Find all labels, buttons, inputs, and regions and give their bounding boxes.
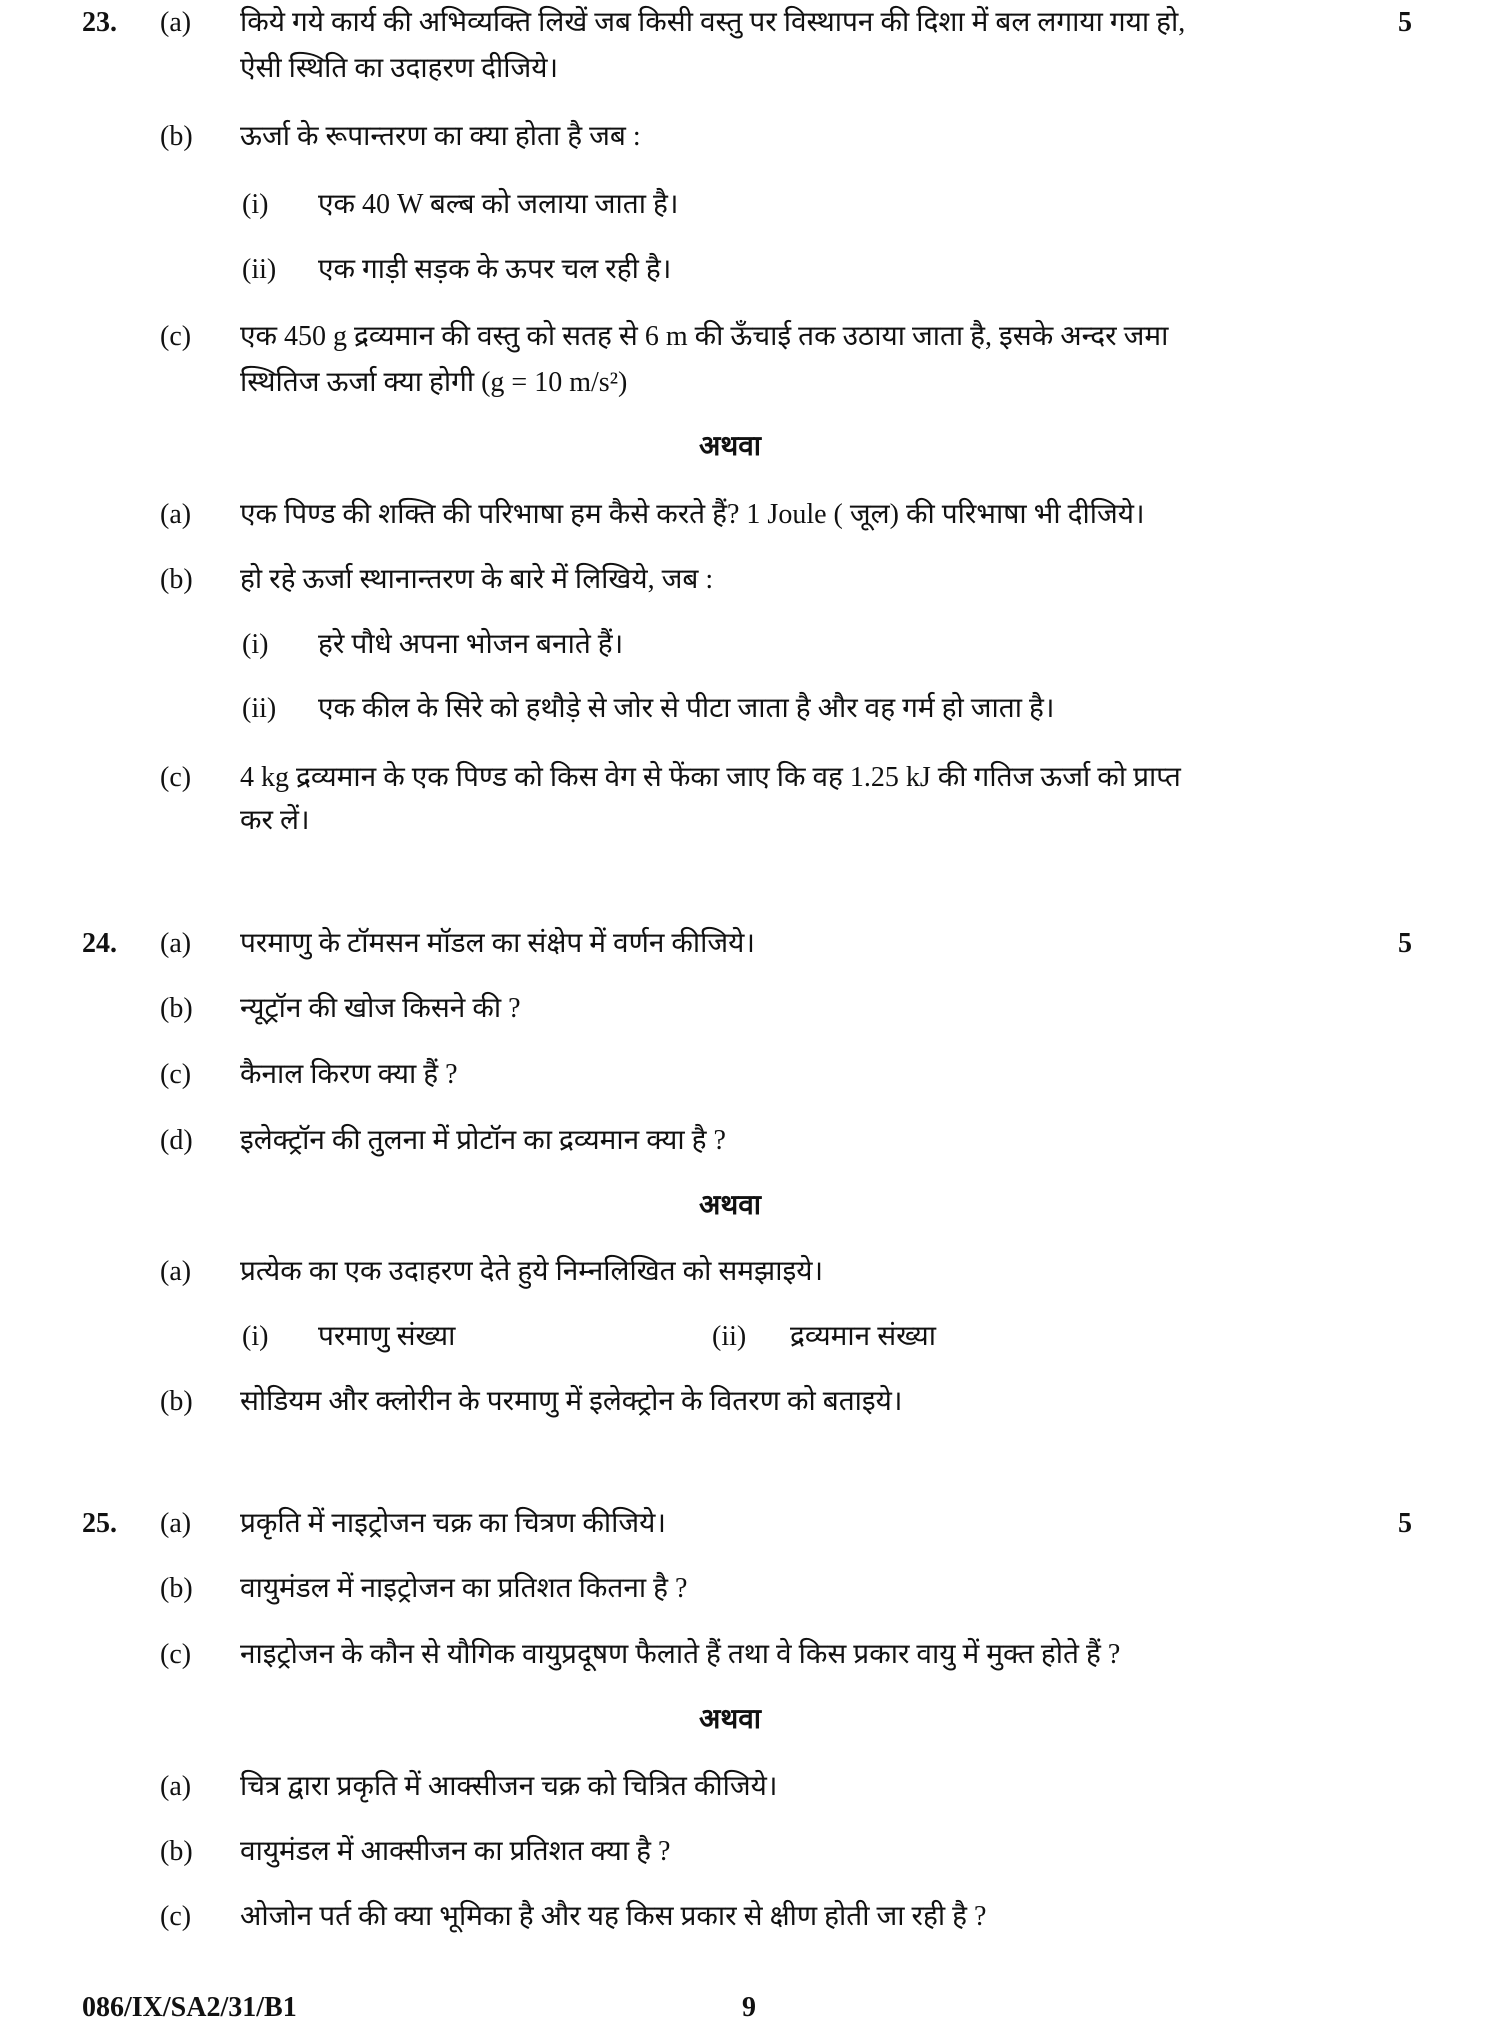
subpart-label: (ii) — [712, 1321, 747, 1352]
part-text: हो रहे ऊर्जा स्थानान्तरण के बारे में लिखिये, जब : — [240, 564, 714, 595]
part-label: (a) — [160, 1508, 192, 1539]
or-heading: अथवा — [698, 431, 762, 462]
part-text: न्यूट्रॉन की खोज किसने की ? — [240, 993, 521, 1024]
part-label: (a) — [160, 1256, 192, 1287]
question-marks: 5 — [1398, 7, 1412, 38]
part-text: एक 450 g द्रव्यमान की वस्तु को सतह से 6 m की ऊँचाई तक उठाया जाता है, इसके अन्दर जमा — [240, 321, 1169, 352]
part-label: (c) — [160, 321, 192, 352]
subpart-text: परमाणु संख्या — [318, 1321, 456, 1352]
part-text: प्रकृति में नाइट्रोजन चक्र का चित्रण कीजिये। — [240, 1508, 667, 1539]
or-heading: अथवा — [698, 1190, 762, 1221]
part-text: वायुमंडल में नाइट्रोजन का प्रतिशत कितना है ? — [240, 1573, 688, 1604]
part-text: एक पिण्ड की शक्ति की परिभाषा हम कैसे करते हैं? 1 Joule ( जूल) की परिभाषा भी दीजिये। — [240, 499, 1145, 530]
part-label: (c) — [160, 762, 192, 793]
part-text: इलेक्ट्रॉन की तुलना में प्रोटॉन का द्रव्यमान क्या है ? — [240, 1125, 726, 1156]
part-label: (a) — [160, 7, 192, 38]
subpart-text: द्रव्यमान संख्या — [790, 1321, 937, 1352]
part-label: (b) — [160, 1386, 193, 1417]
part-label: (a) — [160, 499, 192, 530]
question-number: 23. — [82, 7, 117, 38]
subpart-text: एक कील के सिरे को हथौड़े से जोर से पीटा जाता है और वह गर्म हो जाता है। — [318, 693, 1055, 724]
paper-code: 086/IX/SA2/31/B1 — [82, 1992, 297, 2023]
part-text: किये गये कार्य की अभिव्यक्ति लिखें जब किसी वस्तु पर विस्थापन की दिशा में बल लगाया गया हो, — [240, 7, 1186, 38]
part-label: (a) — [160, 1771, 192, 1802]
subpart-label: (i) — [242, 1321, 269, 1352]
part-label: (c) — [160, 1639, 192, 1670]
subpart-label: (i) — [242, 629, 269, 660]
subpart-text: हरे पौधे अपना भोजन बनाते हैं। — [318, 629, 624, 660]
subpart-text: एक गाड़ी सड़क के ऊपर चल रही है। — [318, 254, 672, 285]
part-text: चित्र द्वारा प्रकृति में आक्सीजन चक्र को चित्रित कीजिये। — [240, 1771, 778, 1802]
part-label: (d) — [160, 1125, 193, 1156]
part-label: (b) — [160, 1836, 193, 1867]
part-label: (a) — [160, 928, 192, 959]
part-label: (b) — [160, 1573, 193, 1604]
question-marks: 5 — [1398, 928, 1412, 959]
part-text: कैनाल किरण क्या हैं ? — [240, 1059, 458, 1090]
part-text: कर लें। — [240, 805, 310, 836]
page-number: 9 — [742, 1992, 756, 2023]
part-text: परमाणु के टॉमसन मॉडल का संक्षेप में वर्णन कीजिये। — [240, 928, 756, 959]
part-text: वायुमंडल में आक्सीजन का प्रतिशत क्या है ? — [240, 1836, 671, 1867]
question-number: 25. — [82, 1508, 117, 1539]
part-text: स्थितिज ऊर्जा क्या होगी (g = 10 m/s²) — [240, 367, 628, 398]
part-text: नाइट्रोजन के कौन से यौगिक वायुप्रदूषण फैलाते हैं तथा वे किस प्रकार वायु में मुक्त होते हैं ? — [240, 1639, 1121, 1670]
subpart-label: (ii) — [242, 693, 277, 724]
part-text: 4 kg द्रव्यमान के एक पिण्ड को किस वेग से फेंका जाए कि वह 1.25 kJ की गतिज ऊर्जा को प्राप्त — [240, 762, 1181, 793]
part-label: (c) — [160, 1901, 192, 1932]
question-number: 24. — [82, 928, 117, 959]
question-marks: 5 — [1398, 1508, 1412, 1539]
part-label: (b) — [160, 121, 193, 152]
subpart-label: (ii) — [242, 254, 277, 285]
part-text: ऊर्जा के रूपान्तरण का क्या होता है जब : — [240, 121, 641, 152]
subpart-text: एक 40 W बल्ब को जलाया जाता है। — [318, 189, 679, 220]
part-text: सोडियम और क्लोरीन के परमाणु में इलेक्ट्रोन के वितरण को बताइये। — [240, 1386, 903, 1417]
part-text: ओजोन पर्त की क्या भूमिका है और यह किस प्रकार से क्षीण होती जा रही है ? — [240, 1901, 987, 1932]
part-label: (c) — [160, 1059, 192, 1090]
part-text: प्रत्येक का एक उदाहरण देते हुये निम्नलिखित को समझाइये। — [240, 1256, 824, 1287]
part-text: ऐसी स्थिति का उदाहरण दीजिये। — [240, 53, 559, 84]
part-label: (b) — [160, 993, 193, 1024]
part-label: (b) — [160, 564, 193, 595]
subpart-label: (i) — [242, 189, 269, 220]
or-heading: अथवा — [698, 1704, 762, 1735]
